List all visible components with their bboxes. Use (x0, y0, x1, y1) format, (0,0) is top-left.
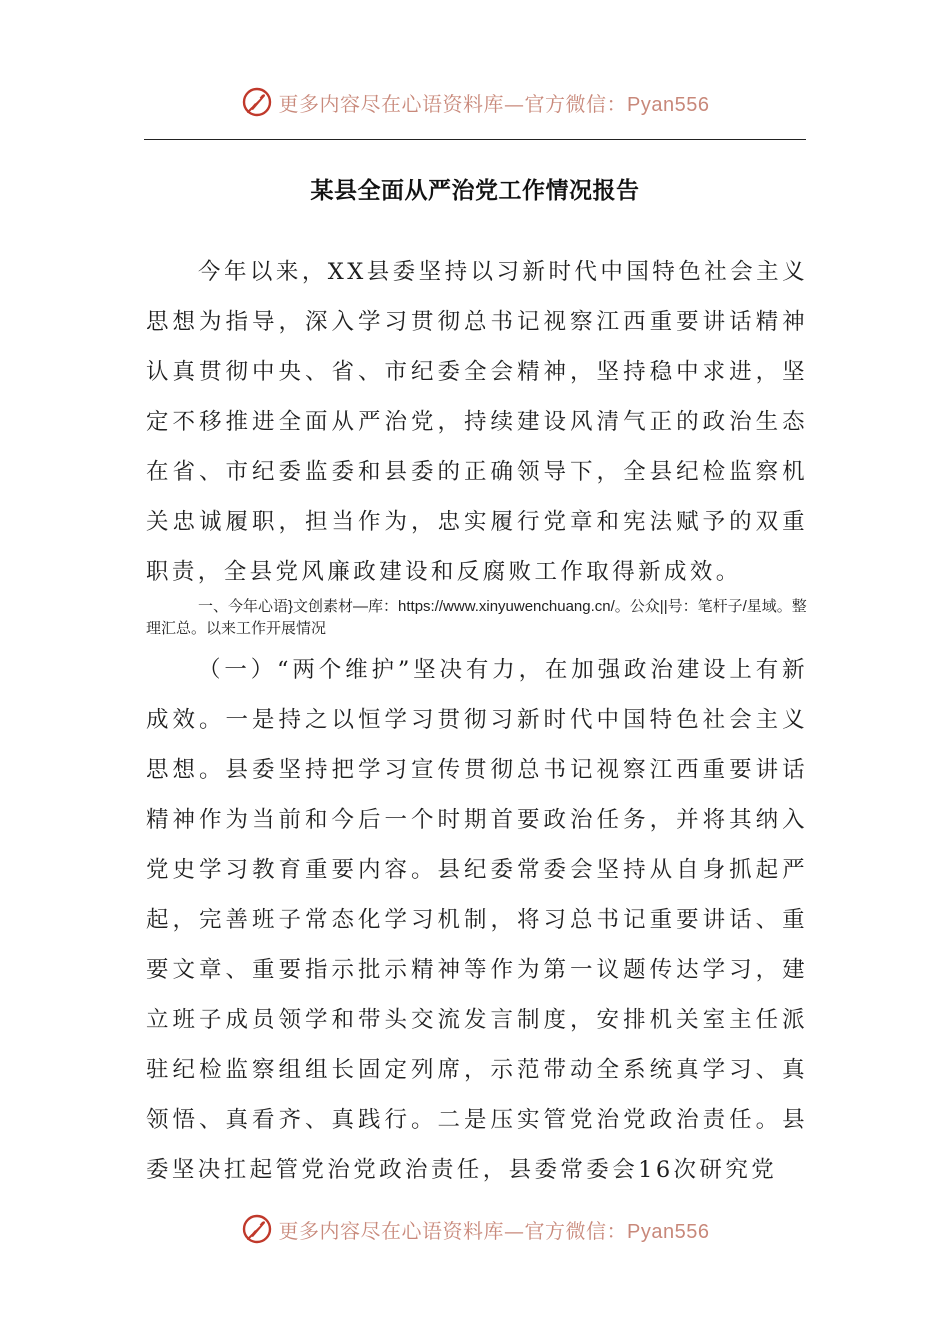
footer-banner-text: 更多内容尽在心语资料库—官方微信：Pyan556 (278, 1218, 710, 1243)
header-divider (144, 139, 806, 140)
paragraph-intro: 今年以来，XX县委坚持以习新时代中国特色社会主义思想为指导，深入学习贯彻总书记视察江西重要讲话精神认真贯彻中央、省、市纪委全会精神，坚持稳中求进，坚定不移推进全面从严治党，持续建设风清气正的政治生态在省、市纪委监委和县委的正确领导下，全县纪检监察机关忠诚履职，担当作为，忠实履行党章和宪法赋予的双重职责，全县党风廉政建设和反腐败工作取得新成效。 (146, 259, 808, 585)
inserted-note-line: 一、今年心语}文创素材—库：https://www.xinyuwenchuang.cn/。公众||号：笔杆子/星域。整理汇总。以来工作开展情况 (146, 598, 807, 637)
footer-wechat-id: Pyan556 (627, 1220, 710, 1243)
footer-banner (0, 1209, 950, 1249)
header-banner (0, 82, 950, 122)
header-wechat-id: Pyan556 (627, 93, 710, 116)
quill-pen-logo-icon (241, 1213, 273, 1245)
document-title: 某县全面从严治党工作情况报告 (310, 177, 640, 204)
header-banner-text: 更多内容尽在心语资料库—官方微信：Pyan556 (278, 91, 710, 116)
quill-pen-logo-icon (241, 86, 273, 118)
paragraph-section-one: （一）“两个维护”坚决有力，在加强政治建设上有新成效。一是持之以恒学习贯彻习新时代中国特色社会主义思想。县委坚持把学习宣传贯彻总书记视察江西重要讲话精神作为当前和今后一个时期首要政治任务，并将其纳入党史学习教育重要内容。县纪委常委会坚持从自身抓起严起，完善班子常态化学习机制，将习总书记重要讲话、重要文章、重要指示批示精神等作为第一议题传达学习，建立班子成员领学和带头交流发言制度，安排机关室主任派驻纪检监察组组长固定列席，示范带动全系统真学习、真领悟、真看齐、真践行。二是压实管党治党政治责任。县委坚决扛起管党治党政治责任，县委常委会16次研究党 (146, 657, 808, 1183)
